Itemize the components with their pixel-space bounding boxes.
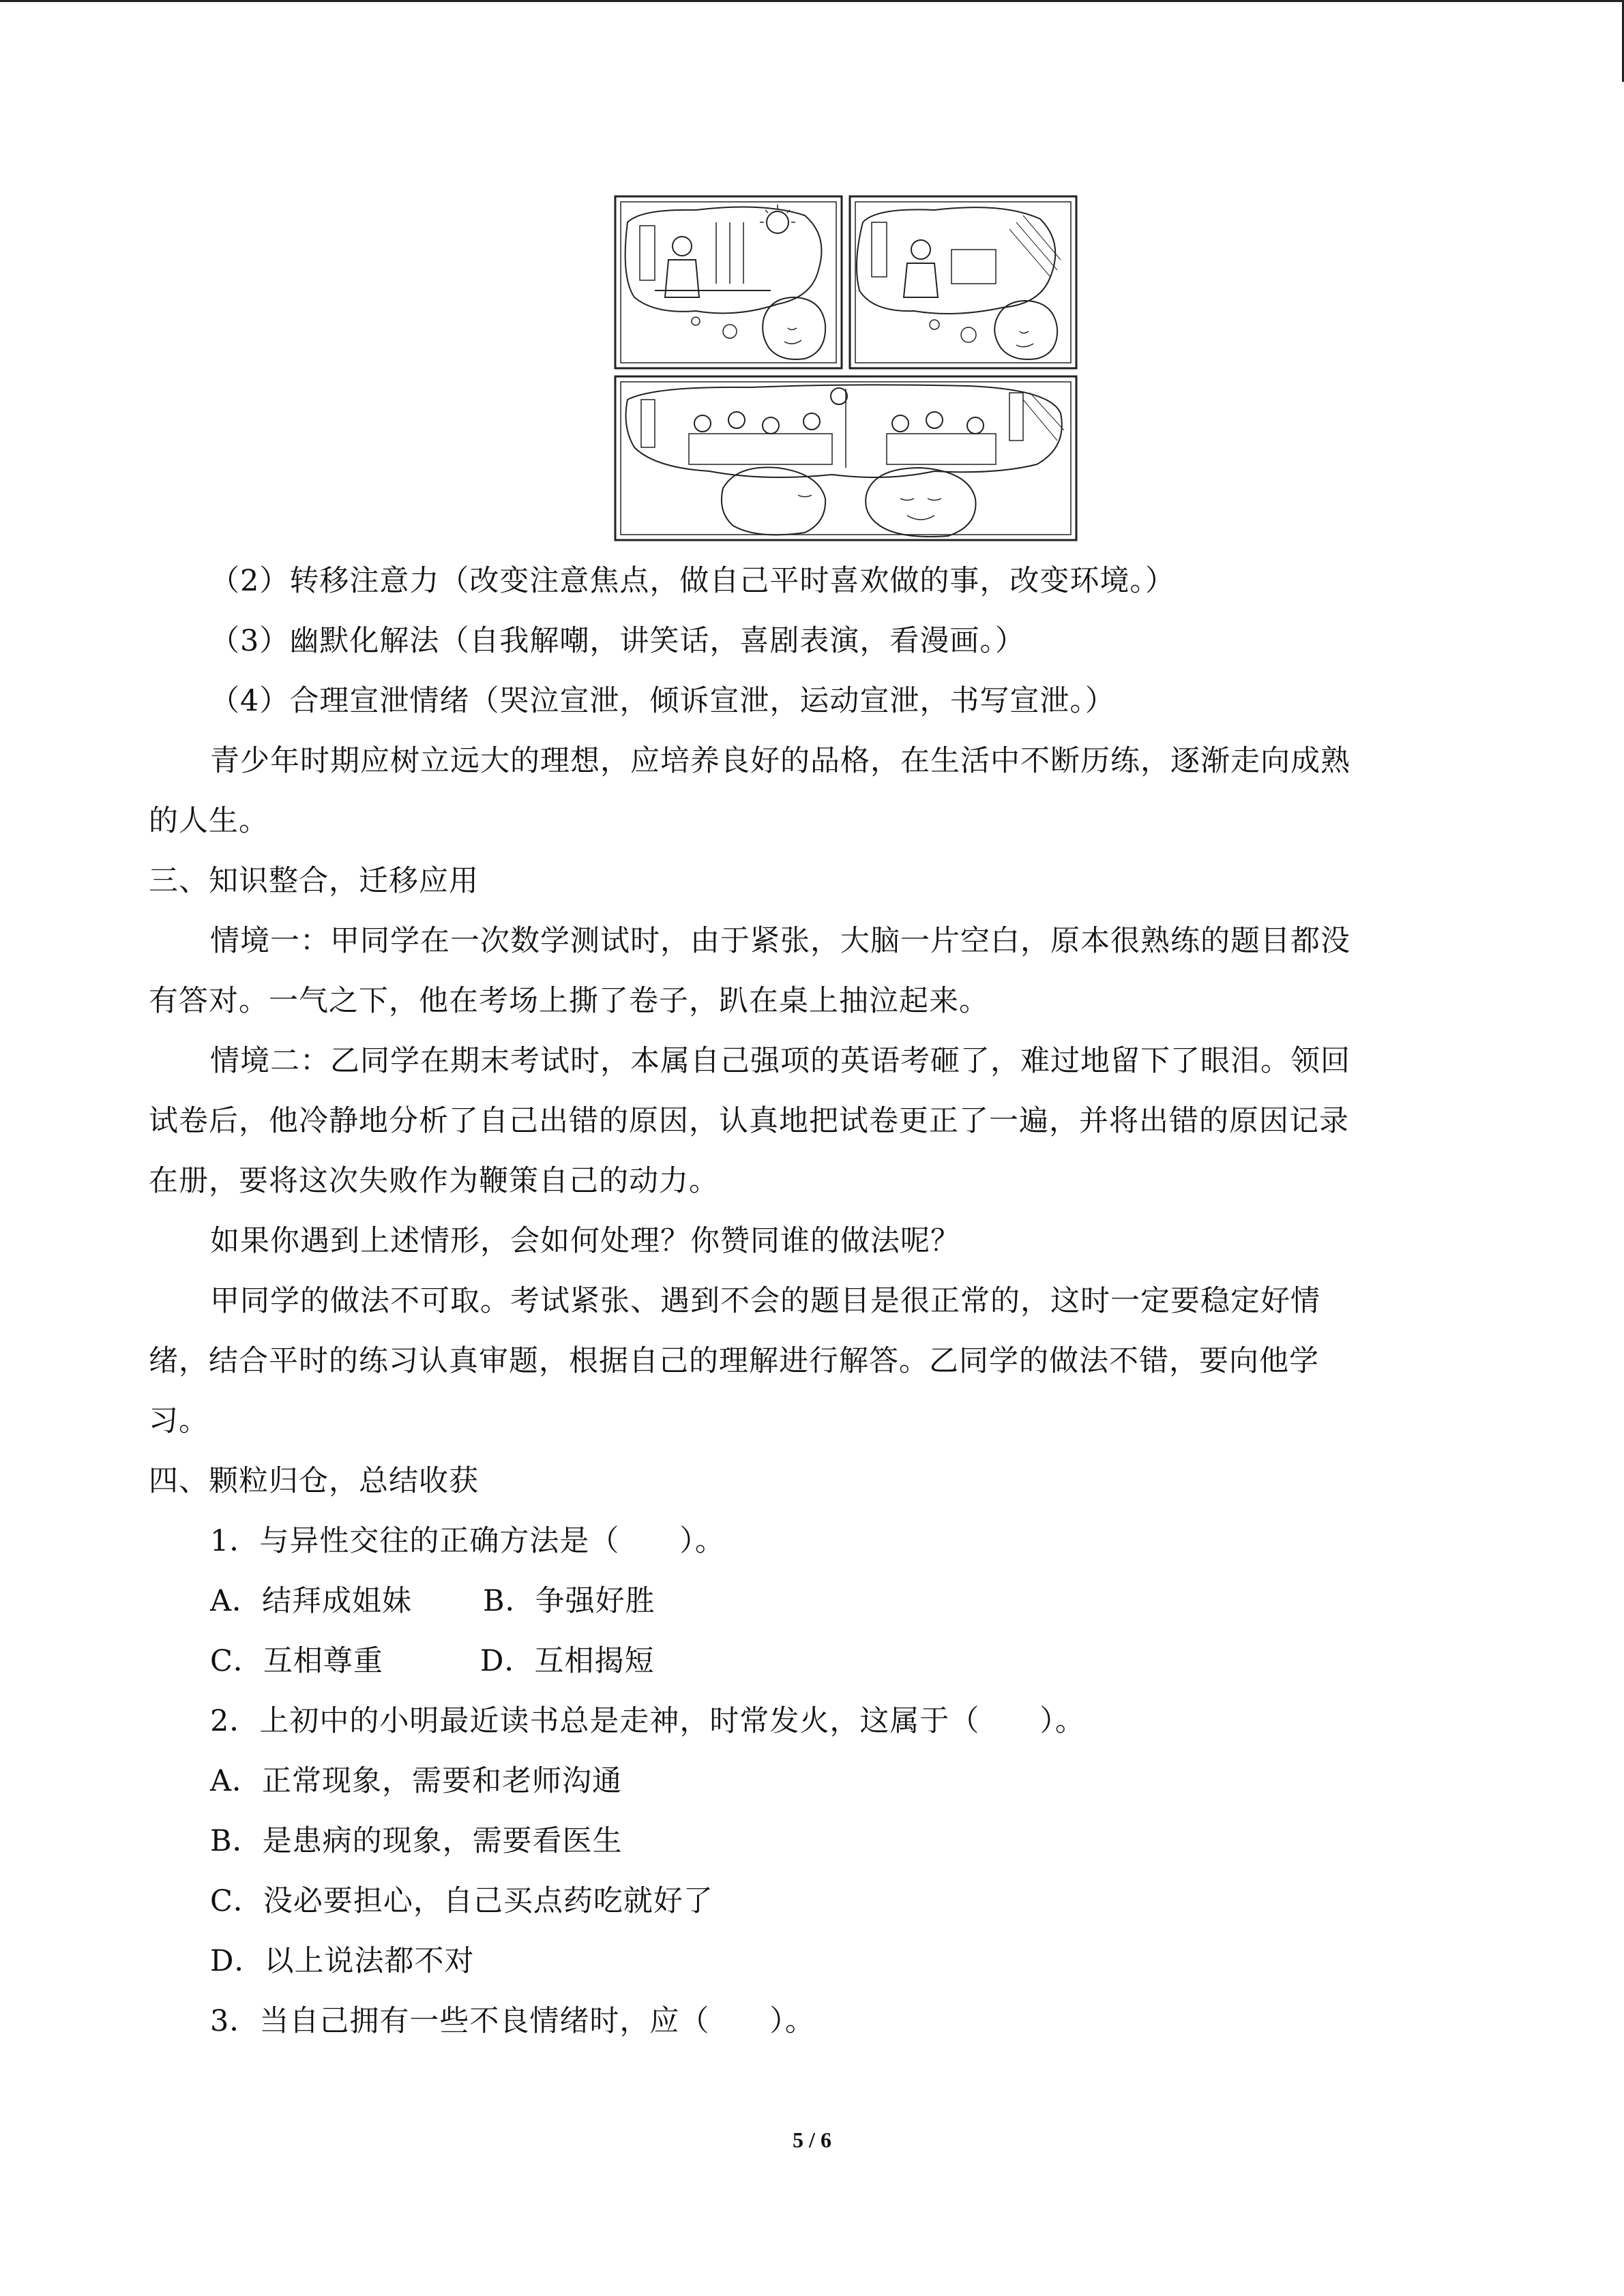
scene-1-line-1: 情境一：甲同学在一次数学测试时，由于紧张，大脑一片空白，原本很熟练的题目都没 — [210, 924, 1350, 958]
scene-2-line-1: 情境二：乙同学在期末考试时，本属自己强项的英语考砸了，难过地留下了眼泪。领回 — [210, 1044, 1350, 1078]
youth-paragraph-line-2: 的人生。 — [149, 804, 269, 838]
question-1-option-b: B．争强好胜 — [483, 1584, 655, 1618]
scene-1-line-2: 有答对。一气之下，他在考场上撕了卷子，趴在桌上抽泣起来。 — [149, 984, 989, 1018]
section-3-heading: 三、知识整合，迁移应用 — [149, 864, 479, 898]
cartoon-panel-top-left — [615, 196, 842, 368]
section-4-heading: 四、颗粒归仓，总结收获 — [149, 1464, 479, 1498]
question-1-option-d: D．互相揭短 — [480, 1644, 655, 1678]
scene-2-line-3: 在册，要将这次失败作为鞭策自己的动力。 — [149, 1164, 719, 1198]
answer-line-1: 甲同学的做法不可取。考试紧张、遇到不会的题目是很正常的，这时一定要稳定好情 — [210, 1284, 1320, 1318]
question-3-stem: 3．当自己拥有一些不良情绪时，应（ ）。 — [210, 2004, 815, 2038]
answer-line-3: 习。 — [149, 1404, 209, 1438]
discussion-question: 如果你遇到上述情形，会如何处理？你赞同谁的做法呢？ — [210, 1224, 960, 1258]
method-item-4: （4）合理宣泄情绪（哭泣宣泄，倾诉宣泄，运动宣泄，书写宣泄。） — [210, 684, 1115, 718]
question-1-option-a: A．结拜成姐妹 — [210, 1584, 413, 1618]
question-2-option-b: B．是患病的现象，需要看医生 — [210, 1824, 623, 1858]
question-2-option-c: C．没必要担心，自己买点药吃就好了 — [210, 1884, 713, 1918]
youth-paragraph-line-1: 青少年时期应树立远大的理想，应培养良好的品格，在生活中不断历练，逐渐走向成熟 — [210, 744, 1350, 778]
page-top-rule — [0, 0, 1624, 2]
answer-line-2: 绪，结合平时的练习认真审题，根据自己的理解进行解答。乙同学的做法不错，要向他学 — [149, 1344, 1319, 1378]
method-item-3: （3）幽默化解法（自我解嘲，讲笑话，喜剧表演，看漫画。） — [210, 624, 1025, 658]
page-number: 5 / 6 — [793, 2128, 831, 2152]
scene-2-line-2: 试卷后，他冷静地分析了自己出错的原因，认真地把试卷更正了一遍，并将出错的原因记录 — [149, 1104, 1349, 1138]
question-1-stem: 1．与异性交往的正确方法是（ ）。 — [210, 1524, 725, 1558]
method-item-2: （2）转移注意力（改变注意焦点，做自己平时喜欢做的事，改变环境。） — [210, 564, 1175, 598]
question-1-option-c: C．互相尊重 — [210, 1644, 383, 1678]
question-2-option-d: D．以上说法都不对 — [210, 1944, 475, 1978]
question-2-stem: 2．上初中的小明最近读书总是走神，时常发火，这属于（ ）。 — [210, 1704, 1085, 1738]
cartoon-illustration — [614, 195, 1078, 543]
question-2-option-a: A．正常现象，需要和老师沟通 — [210, 1764, 623, 1798]
